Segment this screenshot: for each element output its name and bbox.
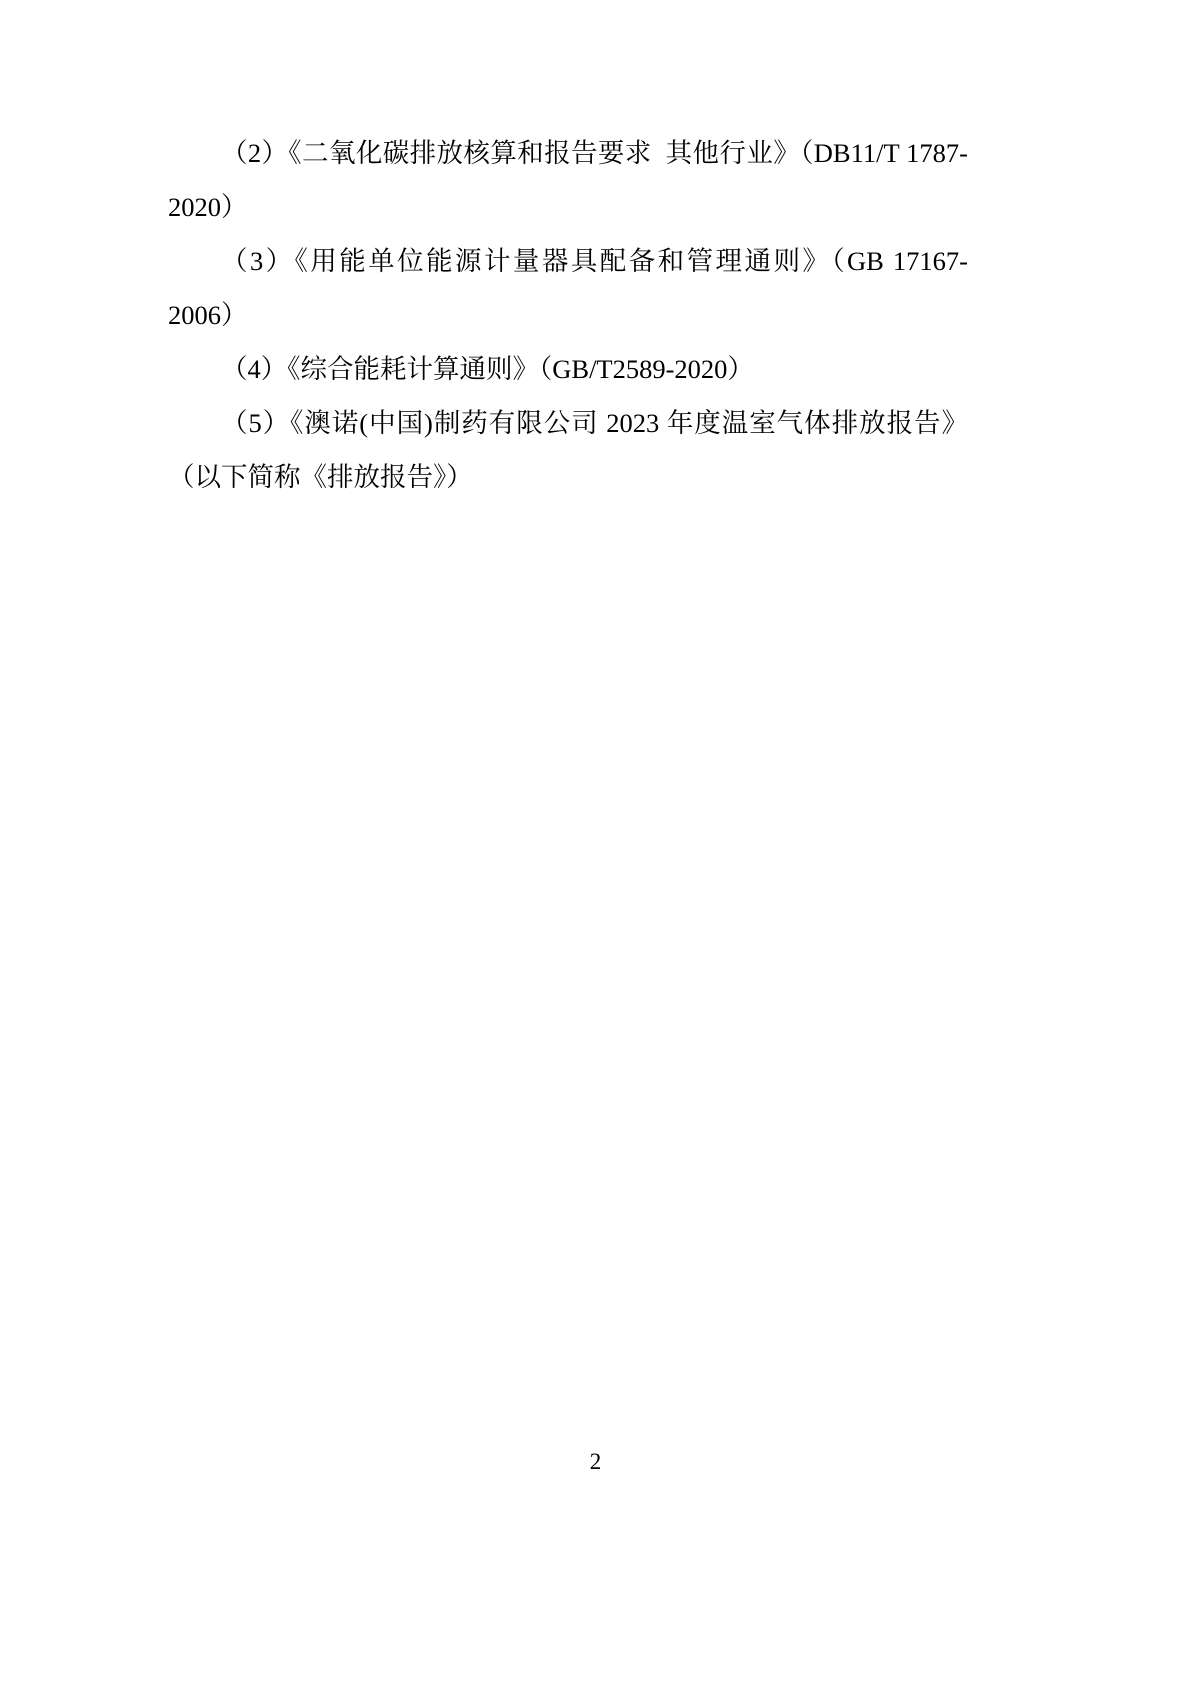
document-body — [168, 126, 968, 504]
page-number: 2 — [589, 1449, 602, 1474]
list-item: （5）《澳诺(中国)制药有限公司 2023 年度温室气体排放报告》（以下简称《排放报告》） — [168, 408, 968, 492]
list-item: （4）《综合能耗计算通则》（GB/T2589-2020） — [221, 354, 754, 384]
list-item: （2）《二氧化碳排放核算和报告要求 其他行业》（DB11/T 1787-2020） — [168, 138, 968, 222]
list-item: （3）《用能单位能源计量器具配备和管理通则》（GB 17167-2006） — [168, 246, 968, 330]
